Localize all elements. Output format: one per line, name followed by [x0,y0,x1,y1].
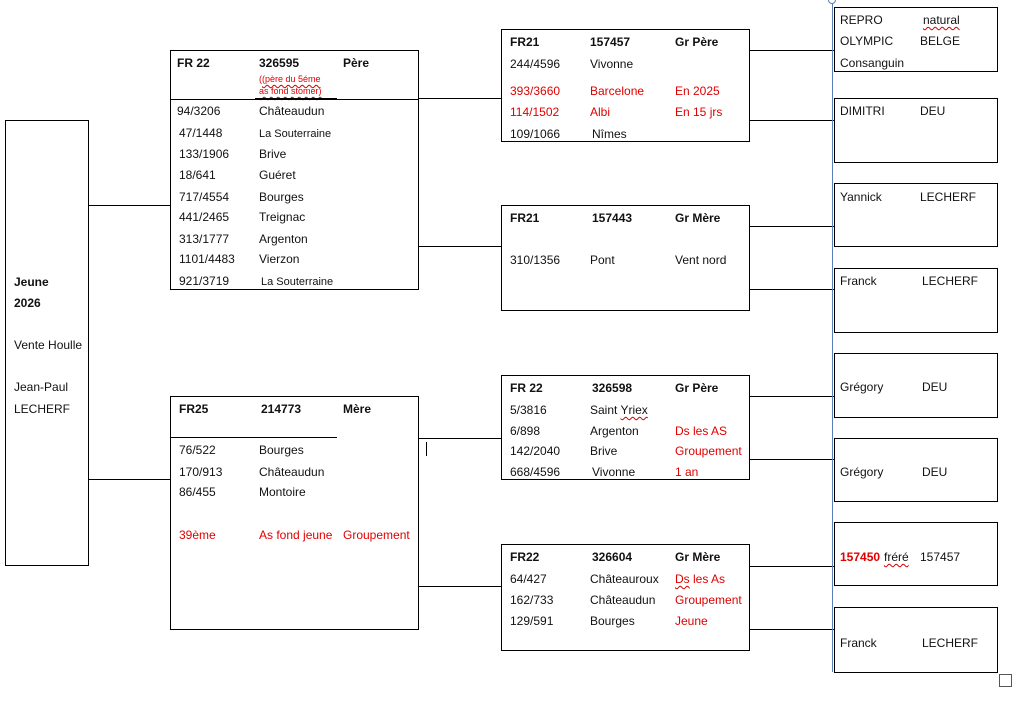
list-item: 114/1502 [510,105,560,119]
list-item: Brive [590,444,618,458]
list-item: 94/3206 [177,104,221,118]
list-item: Groupement [675,444,742,458]
list-item: En 2025 [675,84,720,98]
gp2-role: Gr Père [675,381,719,395]
list-item: 441/2465 [179,210,230,224]
list-item: Nîmes [592,127,627,141]
gp1-role: Gr Père [675,35,719,49]
mere-highlight-title: As fond jeune [259,528,333,542]
subject-owner-first: Jean-Paul [14,380,69,394]
ggp-3-b: LECHERF [920,190,977,204]
list-item: 18/641 [179,168,216,182]
ggp-box-2 [834,98,998,163]
ggp-6-b: DEU [922,465,948,479]
list-item: 47/1448 [179,126,223,140]
list-item: Albi [590,105,611,119]
list-item: Châteaudun [259,104,325,118]
ggp-1-a: REPRO [840,13,883,27]
subject-line1: Jeune [14,275,49,289]
ggp-5-a: Grégory [840,380,884,394]
list-item: 86/455 [179,485,216,499]
list-item: 244/4596 [510,57,561,71]
ggp-7-b: fréré [884,550,909,564]
mere-highlight-scope: Groupement [343,528,410,542]
ggp-box-5 [834,353,998,418]
list-item: Argenton [259,232,308,246]
ggp-1-b: natural [923,13,960,27]
gm1-number: 157443 [592,211,633,225]
list-item: 393/3660 [510,84,561,98]
list-item: 921/3719 [179,274,230,288]
gm2-number: 326604 [592,550,633,564]
list-item: 1 an [675,465,699,479]
ggp-box-6 [834,438,998,502]
list-item: Vivonne [592,465,636,479]
ggp-box-4 [834,268,998,333]
list-item: Châteauroux [590,572,659,586]
ggp-8-a: Franck [840,636,877,650]
list-item: 76/522 [179,443,216,457]
gp2-number: 326598 [592,381,633,395]
subject-owner-last: LECHERF [14,402,71,416]
pere-box [170,50,419,290]
list-item: Bourges [590,614,635,628]
ggp-7-c: 157457 [920,550,961,564]
pere-number: 326595 [259,56,300,70]
list-item: 109/1066 [510,127,561,141]
ggp-1-d: BELGE [920,34,961,48]
list-item: 668/4596 [510,465,561,479]
ggp-8-b: LECHERF [922,636,979,650]
ggp-box-7 [834,522,998,586]
gm1-role: Gr Mère [675,211,721,225]
list-item: 717/4554 [179,190,230,204]
list-item: 5/3816 [510,403,547,417]
mere-highlight-rank: 39ème [179,528,216,542]
list-item: Vent nord [675,253,727,267]
list-item: Ds les AS [675,424,728,438]
gm2-ring: FR22 [510,550,540,564]
list-item: 170/913 [179,465,223,479]
pere-ring: FR 22 [177,56,210,70]
subject-line2: 2026 [14,296,41,310]
list-item: Barcelone [590,84,645,98]
list-item: 310/1356 [510,253,561,267]
list-item: 1101/4483 [179,252,235,266]
ggp-box-3 [834,183,998,247]
list-item: La Souterraine [259,128,332,140]
list-item: Groupement [675,593,742,607]
list-item: 313/1777 [179,232,230,246]
list-item: Treignac [259,210,306,224]
gp1-number: 157457 [590,35,631,49]
ggp-5-b: DEU [922,380,948,394]
mere-role: Mère [343,402,372,416]
ggp-3-a: Yannick [840,190,882,204]
pere-note-1: ((père du 5éme [259,74,321,84]
ggp-6-a: Grégory [840,465,884,479]
list-item: Vivonne [590,57,634,71]
ggp-4-a: Franck [840,274,877,288]
gp2-box [501,375,750,480]
list-item: Bourges [259,443,304,457]
ggp-2-a: DIMITRI [840,104,885,118]
ggp-1-e: Consanguin [840,56,905,70]
list-item: Châteaudun [259,465,325,479]
ggp-1-c: OLYMPIC [840,34,894,48]
list-item: Argenton [590,424,639,438]
list-item: Saint Yriex [590,403,648,417]
list-item: Ds les As [675,572,726,586]
ggp-7-a: 157450 [840,550,881,564]
list-item: La Souterraine [261,276,334,288]
list-item: Montoire [259,485,306,499]
list-item: Brive [259,147,287,161]
ggp-box-8 [834,607,998,673]
list-item: Jeune [675,614,708,628]
list-item: 162/733 [510,593,554,607]
list-item: 64/427 [510,572,547,586]
list-item: 6/898 [510,424,541,438]
subject-sale: Vente Houlle [14,338,83,352]
ggp-2-b: DEU [920,104,946,118]
pere-note-2: as fond stomer) [259,86,322,96]
ggp-4-b: LECHERF [922,274,979,288]
gp1-ring: FR21 [510,35,540,49]
list-item: En 15 jrs [675,105,723,119]
list-item: 133/1906 [179,147,230,161]
mere-number: 214773 [261,402,302,416]
list-item: Bourges [259,190,304,204]
list-item: Guéret [259,168,296,182]
gp2-ring: FR 22 [510,381,543,395]
list-item: Châteaudun [590,593,656,607]
mere-ring: FR25 [179,402,209,416]
pere-role: Père [343,56,370,70]
subject-box [5,120,89,566]
list-item: Pont [590,253,615,267]
list-item: Vierzon [259,252,300,266]
gp1-box [501,29,750,142]
gm1-box [501,205,750,311]
mere-box [170,396,419,630]
ggp-box-1 [834,7,998,72]
gm2-box [501,544,750,651]
gm1-ring: FR21 [510,211,540,225]
list-item: 129/591 [510,614,554,628]
gm2-role: Gr Mère [675,550,721,564]
list-item: 142/2040 [510,444,561,458]
